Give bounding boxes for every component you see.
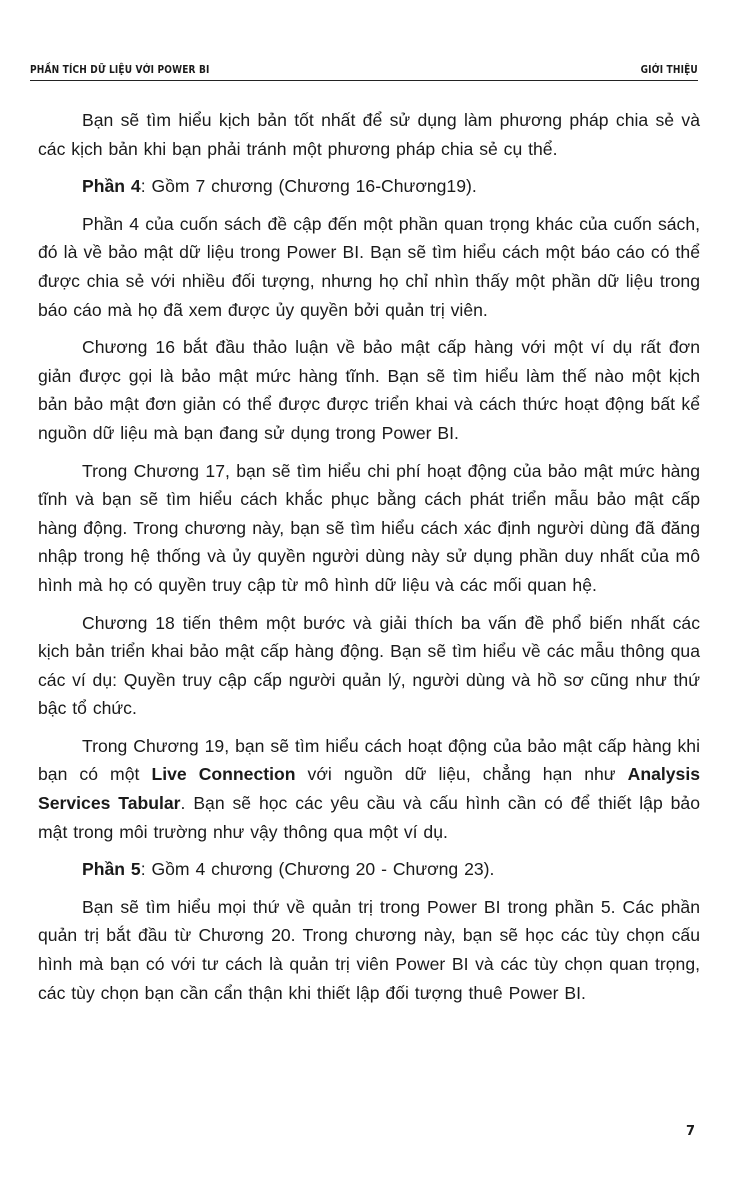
paragraph [38, 210, 700, 324]
page-number: 7 [685, 1124, 695, 1139]
body-text [38, 106, 700, 1016]
running-header [30, 60, 698, 81]
paragraph [38, 457, 700, 600]
paragraph-text: Phần 4 của cuốn sách đề cập đến một phần quan trọng khác của cuốn sách, đó là về bảo mật dữ liệu trong Power BI. Bạn sẽ tìm hiểu cách một báo cáo có thể được chia sẻ với nhiều đối tượng, nhưng họ chỉ nhìn thấy một phần dữ liệu trong báo cáo mà họ đã xem được ủy quyền bởi quản trị viên. [38, 213, 700, 320]
paragraph-text: . Bạn sẽ học các yêu cầu và cấu hình cần có để thiết lập bảo mật trong môi trường như vậy thông qua một ví dụ. [38, 793, 700, 842]
paragraph-text: Bạn sẽ tìm hiểu kịch bản tốt nhất để sử dụng làm phương pháp chia sẻ và các kịch bản khi bạn phải tránh một phương pháp chia sẻ cụ thể. [38, 110, 700, 159]
paragraph [38, 732, 700, 846]
paragraph-text: Bạn sẽ tìm hiểu mọi thứ về quản trị trong Power BI trong phần 5. Các phần quản trị bắt đầu từ Chương 20. Trong chương này, bạn sẽ học các tùy chọn cấu hình mà bạn có với tư cách là quản trị viên Power BI và các tùy chọn quan trọng, các tùy chọn bạn cần cẩn thận khi thiết lập đối tượng thuê Power BI. [38, 896, 700, 1003]
paragraph-text: Chương 16 bắt đầu thảo luận về bảo mật cấp hàng với một ví dụ rất đơn giản được gọi là bảo mật mức hàng tĩnh. Bạn sẽ tìm hiểu làm thế nào một kịch bản bảo mật đơn giản có thể được được triển khai và cách thức hoạt động bất kể nguồn dữ liệu mà bạn đang sử dụng trong Power BI. [38, 337, 700, 443]
paragraph-text: Trong Chương 19, bạn sẽ tìm hiểu cách hoạt động của bảo mật cấp hàng khi bạn có một [38, 735, 700, 785]
bold-term: Live Connection [151, 764, 296, 785]
part-label: Phần 4 [82, 176, 141, 197]
bold-term: Analysis Services Tabular [38, 764, 700, 814]
paragraph [38, 333, 700, 447]
part-label: Phần 5 [82, 859, 141, 880]
book-title: PHẦN TÍCH DỮ LIỆU VỚI POWER BI [30, 63, 210, 76]
paragraph [38, 106, 700, 163]
chapter-title: GIỚI THIỆU [640, 63, 698, 76]
part-description: : Gồm 4 chương (Chương 20 - Chương 23). [140, 859, 495, 880]
paragraph-text: với nguồn dữ liệu, chẳng hạn như [295, 764, 628, 785]
part-heading [38, 172, 700, 201]
paragraph [38, 893, 700, 1007]
part-heading [38, 855, 700, 884]
paragraph-text: Chương 18 tiến thêm một bước và giải thích ba vấn đề phổ biến nhất các kịch bản triển khai bảo mật cấp hàng động. Bạn sẽ tìm hiểu về các mẫu thông qua các ví dụ: Quyền truy cập cấp người quản lý, người dùng và hồ sơ cũng như thứ bậc tổ chức. [38, 612, 700, 719]
paragraph [38, 609, 700, 723]
part-description: : Gồm 7 chương (Chương 16-Chương19). [140, 176, 477, 197]
paragraph-text: Trong Chương 17, bạn sẽ tìm hiểu chi phí hoạt động của bảo mật mức hàng tĩnh và bạn sẽ tìm hiểu cách khắc phục bằng cách phát triển mẫu bảo mật cấp hàng động. Trong chương này, bạn sẽ tìm hiểu cách xác định người dùng đã đăng nhập trong hệ thống và ủy quyền người dùng này sử dụng phần duy nhất của mô hình mà họ có quyền truy cập từ mô hình dữ liệu và các mối quan hệ. [38, 460, 700, 595]
